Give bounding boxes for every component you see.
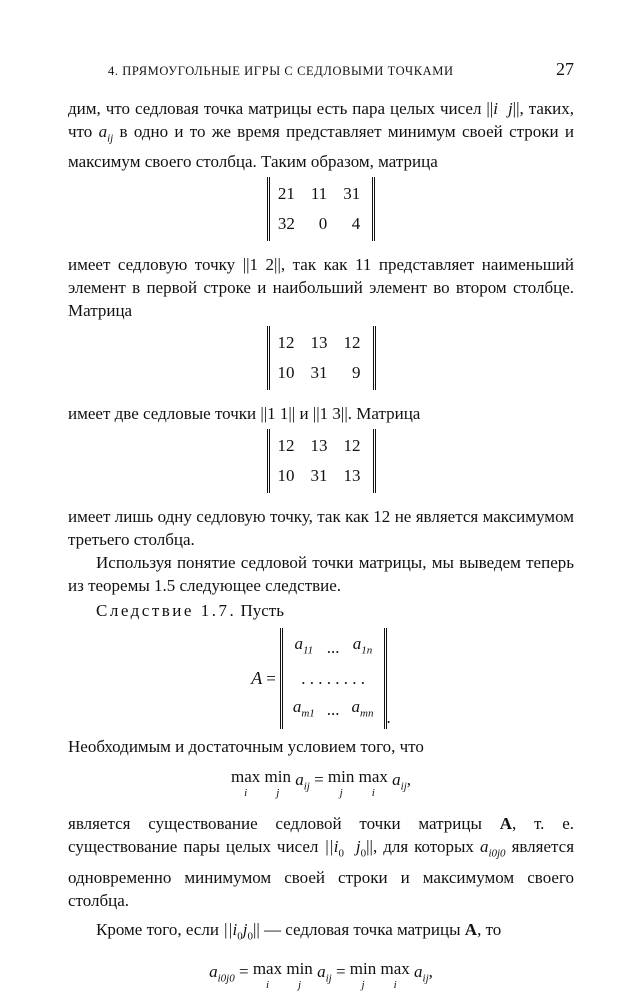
math-sub: ij bbox=[325, 972, 332, 985]
equals-sign: = bbox=[335, 961, 346, 981]
equation-2 bbox=[68, 960, 574, 994]
math-sub: ij bbox=[303, 780, 310, 793]
text: дим, что седловая точка матрицы есть пара целых чисел bbox=[68, 99, 482, 118]
math-var: i bbox=[493, 99, 498, 118]
running-header bbox=[68, 58, 574, 83]
math-var: ||i bbox=[324, 837, 339, 857]
math-var: ||i bbox=[223, 919, 238, 939]
math-var: a bbox=[295, 770, 304, 790]
matrix-cell: $a_{mn}$ bbox=[351, 696, 374, 720]
matrix-row bbox=[274, 461, 369, 491]
math-sub: 0 bbox=[360, 847, 367, 860]
matrix-cell: 12 bbox=[277, 436, 295, 456]
paragraph-8 bbox=[68, 918, 574, 948]
math-var: a bbox=[317, 961, 326, 981]
paragraph-5: Используя понятие седловой точки матрицы, мы выведем теперь из теоремы 1.5 следующее следствие. bbox=[68, 553, 574, 596]
matrix-row bbox=[287, 693, 380, 727]
math-sub: j bbox=[276, 787, 280, 800]
matrix-row bbox=[287, 665, 380, 693]
text: и bbox=[299, 404, 309, 424]
corollary bbox=[68, 599, 574, 622]
paragraph-1 bbox=[68, 97, 574, 173]
math-sub: i bbox=[393, 978, 397, 991]
text: Пусть bbox=[240, 601, 284, 621]
math-var: j bbox=[242, 919, 248, 939]
math-var: A bbox=[499, 814, 512, 834]
math-sub: ij bbox=[422, 972, 429, 985]
text: , bbox=[428, 961, 433, 981]
paragraph-4: имеет лишь одну седловую точку, так как 12 не является максимумом третьего столбца. bbox=[68, 507, 574, 550]
matrix-cell: 9 bbox=[352, 363, 361, 383]
matrix-1 bbox=[68, 177, 574, 247]
matrix-row bbox=[274, 209, 368, 239]
math-sub: j bbox=[339, 787, 343, 800]
matrix-row bbox=[274, 328, 369, 358]
math-sub: 0 bbox=[338, 847, 344, 860]
text: ||, таких, что bbox=[68, 99, 574, 141]
math-var: a bbox=[479, 837, 489, 857]
math-sub: i0j0 bbox=[488, 847, 506, 860]
text: . bbox=[386, 708, 391, 728]
math-sub: 0 bbox=[237, 929, 243, 942]
math-op: min bbox=[349, 958, 377, 978]
matrix-cell: 12 bbox=[343, 333, 361, 353]
text: имеет две седловые точки bbox=[68, 404, 257, 424]
matrix-row bbox=[287, 630, 380, 664]
math-op: max bbox=[230, 767, 261, 787]
matrix-cell: 11 bbox=[310, 184, 328, 204]
matrix-2 bbox=[68, 326, 574, 396]
math-op: min bbox=[286, 958, 313, 978]
math-sub: ij bbox=[400, 780, 407, 793]
matrix-cell: 10 bbox=[277, 363, 295, 383]
math-sub: i0j0 bbox=[217, 972, 235, 985]
equals-sign: = bbox=[266, 669, 276, 689]
math-sub: j bbox=[298, 978, 302, 991]
matrix-row bbox=[274, 431, 369, 461]
math-sub: i bbox=[244, 787, 248, 800]
text: в одно и то же время представляет минимум своей строки и максимум своего столбца. Таким образом, матрица bbox=[68, 122, 575, 172]
matrix-cell: 13 bbox=[343, 466, 361, 486]
equals-sign: = bbox=[238, 961, 249, 981]
matrix-cell: . . . . . . . . bbox=[301, 668, 366, 688]
math-var: a bbox=[392, 770, 401, 790]
text: , то bbox=[477, 919, 502, 939]
math-var: a bbox=[209, 961, 218, 981]
math-var: A bbox=[251, 668, 263, 689]
math-var: j bbox=[507, 99, 513, 118]
paragraph-7 bbox=[68, 812, 574, 911]
equation-1 bbox=[68, 768, 574, 802]
math-var: a bbox=[414, 961, 423, 981]
text: имеет седловую точку bbox=[68, 255, 236, 275]
saddle-point: ||1 2|| bbox=[242, 255, 281, 275]
matrix-cell: 4 bbox=[351, 214, 361, 234]
saddle-point: ||1 3|| bbox=[312, 404, 348, 424]
math-sub: i bbox=[265, 978, 269, 991]
matrix-cell: 13 bbox=[310, 436, 328, 456]
math-sub: ij bbox=[107, 132, 114, 145]
math-op: max bbox=[358, 767, 388, 787]
math-var: j bbox=[355, 837, 361, 857]
text: ||, для которых bbox=[366, 837, 474, 857]
saddle-point: ||1 1|| bbox=[260, 404, 296, 424]
math-op: max bbox=[252, 958, 283, 978]
text: Кроме того, если bbox=[96, 919, 219, 939]
text: , т. е. существование пары целых чисел bbox=[68, 814, 574, 857]
matrix-cell: $a_{1n}$ bbox=[352, 634, 373, 657]
math-sub: j bbox=[361, 978, 365, 991]
text: || bbox=[486, 99, 494, 118]
math-op: min bbox=[327, 767, 355, 787]
text: , bbox=[406, 770, 412, 790]
matrix-cell: 12 bbox=[277, 333, 295, 353]
matrix-cell: ... bbox=[326, 637, 340, 657]
math-op: min bbox=[264, 767, 291, 787]
math-sub: i bbox=[371, 787, 375, 800]
paragraph-2 bbox=[68, 253, 574, 322]
matrix-cell: 31 bbox=[310, 363, 328, 383]
paragraph-6: Необходимым и достаточным условием того, что bbox=[68, 737, 424, 757]
matrix-cell: 10 bbox=[277, 466, 295, 486]
text: . Матрица bbox=[347, 404, 421, 424]
page-number: 27 bbox=[556, 59, 574, 79]
running-title: 4. ПРЯМОУГОЛЬНЫЕ ИГРЫ С СЕДЛОВЫМИ ТОЧКАМИ bbox=[108, 64, 454, 78]
matrix-row bbox=[274, 358, 369, 388]
math-var: a bbox=[98, 122, 108, 141]
text: является существование седловой точки матрицы bbox=[68, 814, 482, 834]
equals-sign: = bbox=[314, 770, 324, 790]
matrix-3 bbox=[68, 429, 574, 499]
matrix-cell: 32 bbox=[277, 214, 295, 234]
matrix-cell: 0 bbox=[318, 214, 328, 234]
matrix-a bbox=[68, 628, 574, 729]
matrix-cell: ... bbox=[326, 699, 340, 719]
book-page bbox=[68, 58, 574, 1004]
matrix-cell: $a_{m1}$ bbox=[292, 696, 315, 720]
matrix-cell: 31 bbox=[310, 466, 328, 486]
text: , так как 11 представляет наименьший элемент в первой строке и наибольший элемент во втором столбце. Матрица bbox=[68, 255, 574, 321]
matrix-cell: 13 bbox=[310, 333, 328, 353]
matrix-row bbox=[274, 179, 368, 209]
matrix-cell: $a_{11}$ bbox=[294, 634, 314, 657]
corollary-label: Следствие 1.7. bbox=[96, 601, 237, 621]
math-op: max bbox=[380, 958, 410, 978]
matrix-cell: 31 bbox=[343, 184, 361, 204]
math-var: A bbox=[464, 919, 478, 939]
math-sub: 0 bbox=[247, 929, 253, 942]
paragraph-3 bbox=[68, 402, 574, 425]
matrix-cell: 12 bbox=[343, 436, 361, 456]
text: является одновременно минимумом своей строки и максимумом своего столбца. bbox=[68, 837, 575, 910]
matrix-cell: 21 bbox=[277, 184, 295, 204]
text: || — седловая точка матрицы bbox=[252, 919, 461, 939]
